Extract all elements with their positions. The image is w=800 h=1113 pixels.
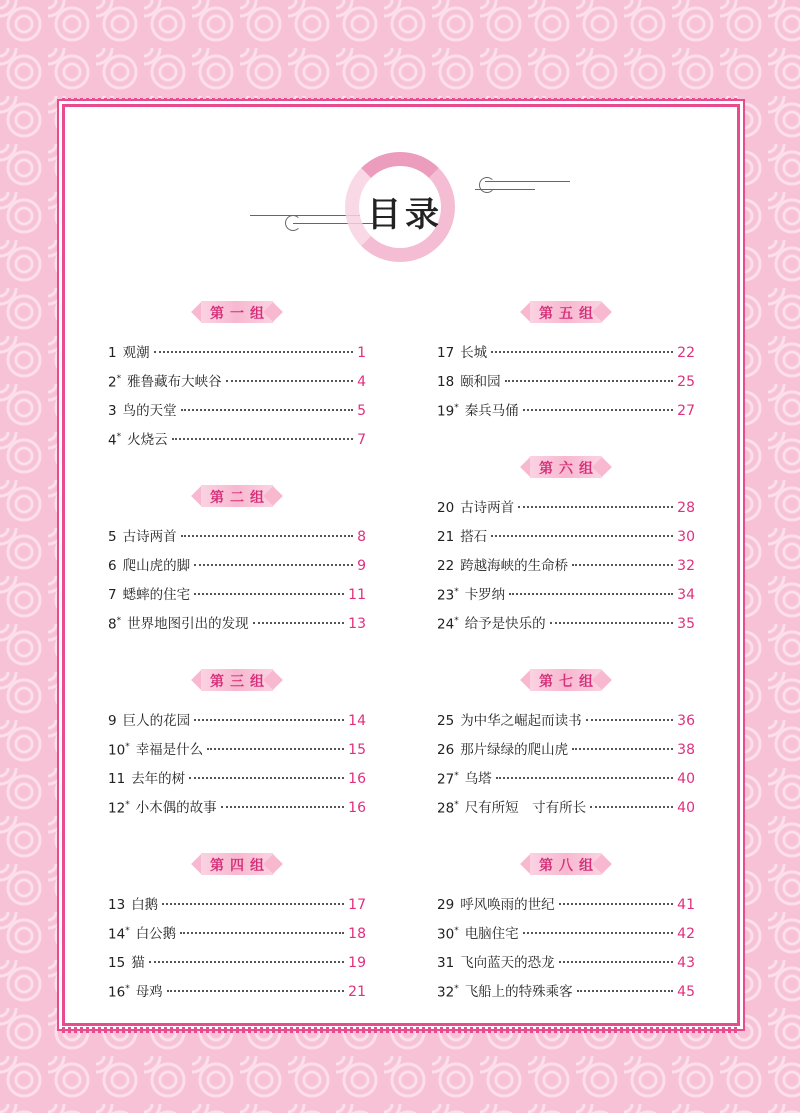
lesson-title: 猫 (131, 955, 145, 971)
dot-leader (172, 438, 353, 440)
lesson-number (437, 926, 459, 943)
page-number: 34 (677, 587, 695, 603)
lesson-number (437, 984, 459, 1001)
dot-leader (221, 806, 344, 808)
page-number: 15 (348, 742, 366, 758)
toc-group (108, 849, 366, 1009)
lesson-number (108, 771, 125, 787)
toc-entry[interactable] (437, 341, 695, 370)
dot-leader (154, 351, 353, 353)
lesson-number (108, 800, 130, 817)
lesson-number (437, 587, 459, 604)
lesson-number (437, 558, 454, 574)
lesson-number (108, 587, 117, 603)
title-area (65, 107, 743, 267)
lesson-title: 电脑住宅 (464, 926, 519, 942)
lesson-number (437, 345, 454, 361)
toc-entry[interactable] (108, 525, 366, 554)
page-number: 18 (348, 926, 366, 942)
dot-leader (572, 748, 673, 750)
group-header (520, 849, 612, 879)
lesson-number-value: 3 (108, 403, 117, 419)
lesson-title: 观潮 (122, 345, 150, 361)
lesson-title: 颐和园 (460, 374, 501, 390)
group-header (520, 297, 612, 327)
toc-entry[interactable] (437, 738, 695, 767)
lesson-title: 鸟的天堂 (122, 403, 177, 419)
lesson-title: 那片绿绿的爬山虎 (460, 742, 569, 758)
lesson-number (437, 616, 459, 633)
toc-column-right (437, 297, 695, 1009)
toc-group (108, 665, 366, 825)
lesson-title: 蟋蟀的住宅 (122, 587, 191, 603)
lesson-number (108, 529, 117, 545)
toc-entry[interactable] (108, 738, 366, 767)
group-title: 第七组 (539, 674, 599, 690)
toc-group (437, 452, 695, 641)
optional-lesson-star: * (454, 586, 459, 597)
lesson-number-value: 5 (108, 529, 117, 545)
toc-entry[interactable] (437, 496, 695, 525)
group-spacer (437, 825, 695, 849)
lesson-number-value: 18 (437, 374, 455, 390)
lesson-number-value: 4 (108, 432, 117, 448)
toc-entry[interactable] (108, 399, 366, 428)
dot-leader (189, 777, 344, 779)
toc-entry[interactable] (108, 370, 366, 399)
optional-lesson-star: * (116, 615, 122, 626)
lesson-title: 飞船上的特殊乘客 (464, 984, 573, 1000)
dot-leader (523, 932, 673, 934)
page-number: 16 (348, 771, 366, 787)
frame-bottom-border (62, 1027, 740, 1033)
page-number: 25 (677, 374, 695, 390)
lesson-number-value: 31 (437, 955, 455, 971)
lesson-number-value: 28 (437, 800, 455, 816)
dot-leader (491, 535, 673, 537)
page-number: 13 (348, 616, 366, 632)
lesson-number (108, 374, 121, 391)
lesson-number (437, 897, 454, 913)
dot-leader (572, 564, 673, 566)
page-number: 22 (677, 345, 695, 361)
group-title: 第一组 (210, 306, 270, 322)
dot-leader (590, 806, 673, 808)
page-number: 14 (348, 713, 366, 729)
toc-entry[interactable] (108, 796, 366, 825)
page-number: 5 (357, 403, 366, 419)
group-spacer (108, 457, 366, 481)
lesson-number (437, 500, 454, 516)
dot-leader (518, 506, 673, 508)
dot-leader (226, 380, 353, 382)
lesson-number-value: 16 (108, 984, 126, 1000)
dot-leader (181, 409, 353, 411)
lesson-number-value: 19 (437, 403, 455, 419)
lesson-title: 跨越海峡的生命桥 (460, 558, 569, 574)
toc-column-left (108, 297, 366, 1009)
lesson-number (437, 771, 459, 788)
lesson-title: 长城 (460, 345, 488, 361)
optional-lesson-star: * (116, 431, 122, 442)
group-title: 第五组 (539, 306, 599, 322)
lesson-number-value: 20 (437, 500, 455, 516)
lesson-number-value: 27 (437, 771, 455, 787)
dot-leader (586, 719, 673, 721)
lesson-number-value: 13 (108, 897, 126, 913)
lesson-number-value: 21 (437, 529, 455, 545)
optional-lesson-star: * (454, 925, 459, 936)
lesson-number (437, 529, 454, 545)
dot-leader (559, 903, 673, 905)
dot-leader (207, 748, 344, 750)
optional-lesson-star: * (454, 799, 459, 810)
toc-entry[interactable] (437, 980, 695, 1009)
lesson-number (108, 558, 117, 574)
page-number: 1 (357, 345, 366, 361)
lesson-number-value: 23 (437, 587, 455, 603)
page-number: 19 (348, 955, 366, 971)
lesson-title: 呼风唤雨的世纪 (460, 897, 555, 913)
toc-entry[interactable] (437, 709, 695, 738)
group-title: 第三组 (210, 674, 270, 690)
group-header (191, 481, 283, 511)
page-number: 21 (348, 984, 366, 1000)
group-title: 第八组 (539, 858, 599, 874)
lesson-number-value: 17 (437, 345, 455, 361)
lesson-title: 白鹅 (131, 897, 159, 913)
toc-entry[interactable] (437, 767, 695, 796)
optional-lesson-star: * (125, 925, 130, 936)
optional-lesson-star: * (125, 799, 130, 810)
page-number: 45 (677, 984, 695, 1000)
dot-leader (194, 564, 353, 566)
lesson-title: 搭石 (460, 529, 488, 545)
lesson-number (108, 403, 117, 419)
lesson-number-value: 11 (108, 771, 126, 787)
page-number: 40 (677, 771, 695, 787)
dot-leader (523, 409, 673, 411)
toc-entry[interactable] (437, 612, 695, 641)
toc-entry[interactable] (437, 525, 695, 554)
lesson-number-value: 32 (437, 984, 455, 1000)
lesson-title: 巨人的花园 (122, 713, 191, 729)
dot-leader (505, 380, 673, 382)
group-header (191, 297, 283, 327)
toc-entry[interactable] (437, 399, 695, 428)
lesson-title: 古诗两首 (122, 529, 177, 545)
dot-leader (491, 351, 673, 353)
page-title: 目录 (367, 195, 443, 235)
lesson-number-value: 2 (108, 374, 117, 390)
lesson-number (437, 713, 454, 729)
page-number: 17 (348, 897, 366, 913)
toc-entry[interactable] (108, 922, 366, 951)
optional-lesson-star: * (454, 770, 459, 781)
lesson-number-value: 9 (108, 713, 117, 729)
lesson-number (108, 616, 121, 633)
page-number: 30 (677, 529, 695, 545)
page-number: 9 (357, 558, 366, 574)
optional-lesson-star: * (454, 402, 459, 413)
lesson-title: 乌塔 (464, 771, 492, 787)
group-spacer (437, 428, 695, 452)
page-number: 35 (677, 616, 695, 632)
optional-lesson-star: * (116, 373, 122, 384)
lesson-number-value: 29 (437, 897, 455, 913)
lesson-title: 秦兵马俑 (464, 403, 519, 419)
group-header (191, 849, 283, 879)
page-number: 38 (677, 742, 695, 758)
toc-entry[interactable] (437, 554, 695, 583)
title-deco-line-left (250, 215, 360, 216)
dot-leader (167, 990, 344, 992)
lesson-number (437, 955, 454, 971)
page-number: 7 (357, 432, 366, 448)
toc-page (62, 104, 740, 1026)
lesson-number-value: 12 (108, 800, 126, 816)
page-number: 43 (677, 955, 695, 971)
lesson-title: 去年的树 (131, 771, 186, 787)
dot-leader (181, 535, 353, 537)
dot-leader (496, 777, 673, 779)
lesson-title: 幸福是什么 (135, 742, 204, 758)
toc-entry[interactable] (437, 370, 695, 399)
lesson-number-value: 7 (108, 587, 117, 603)
toc-entry[interactable] (108, 612, 366, 641)
page-number: 40 (677, 800, 695, 816)
toc-group (108, 297, 366, 457)
toc-entry[interactable] (108, 767, 366, 796)
dot-leader (559, 961, 673, 963)
toc-entry[interactable] (108, 554, 366, 583)
lesson-title: 卡罗纳 (464, 587, 506, 603)
lesson-number (108, 955, 125, 971)
group-header (520, 665, 612, 695)
toc-entry[interactable] (437, 893, 695, 922)
toc-group (437, 665, 695, 825)
lesson-title: 为中华之崛起而读书 (460, 713, 582, 729)
page-number: 27 (677, 403, 695, 419)
lesson-number (108, 345, 117, 361)
lesson-number-value: 15 (108, 955, 126, 971)
toc-entry[interactable] (108, 893, 366, 922)
lesson-number-value: 8 (108, 616, 117, 632)
optional-lesson-star: * (454, 615, 459, 626)
lesson-title: 尺有所短 寸有所长 (464, 800, 587, 816)
toc-entry[interactable] (108, 583, 366, 612)
dot-leader (162, 903, 344, 905)
lesson-number-value: 24 (437, 616, 455, 632)
lesson-number-value: 22 (437, 558, 455, 574)
dot-leader (149, 961, 344, 963)
page-number: 32 (677, 558, 695, 574)
optional-lesson-star: * (125, 741, 130, 752)
toc-entry[interactable] (108, 951, 366, 980)
group-title: 第六组 (539, 461, 599, 477)
lesson-title: 给予是快乐的 (464, 616, 546, 632)
lesson-title: 小木偶的故事 (135, 800, 217, 816)
toc-entry[interactable] (437, 951, 695, 980)
lesson-number (108, 984, 130, 1001)
page-number: 41 (677, 897, 695, 913)
lesson-title: 飞向蓝天的恐龙 (460, 955, 555, 971)
page-number: 42 (677, 926, 695, 942)
page-number: 8 (357, 529, 366, 545)
toc-entry[interactable] (437, 583, 695, 612)
lesson-title: 白公鹅 (135, 926, 177, 942)
page-number: 36 (677, 713, 695, 729)
lesson-number-value: 26 (437, 742, 455, 758)
optional-lesson-star: * (454, 983, 459, 994)
group-spacer (437, 641, 695, 665)
optional-lesson-star: * (125, 983, 130, 994)
group-title: 第四组 (210, 858, 270, 874)
dot-leader (194, 719, 344, 721)
lesson-number (108, 742, 130, 759)
toc-entry[interactable] (108, 341, 366, 370)
lesson-number (437, 742, 454, 758)
lesson-number (437, 403, 459, 420)
lesson-number (437, 800, 459, 817)
lesson-number-value: 25 (437, 713, 455, 729)
lesson-number (108, 713, 117, 729)
dot-leader (577, 990, 673, 992)
title-deco-curl-left (285, 215, 301, 231)
lesson-number (108, 897, 125, 913)
toc-entry[interactable] (437, 922, 695, 951)
lesson-number-value: 1 (108, 345, 117, 361)
toc-entry[interactable] (108, 980, 366, 1009)
lesson-title: 雅鲁藏布大峡谷 (127, 374, 222, 390)
lesson-title: 火烧云 (127, 432, 168, 448)
dot-leader (180, 932, 344, 934)
lesson-number-value: 30 (437, 926, 455, 942)
toc-entry[interactable] (437, 796, 695, 825)
dot-leader (509, 593, 673, 595)
lesson-title: 爬山虎的脚 (122, 558, 191, 574)
lesson-number-value: 10 (108, 742, 126, 758)
page-number: 11 (348, 587, 366, 603)
lesson-title: 世界地图引出的发现 (127, 616, 249, 632)
page-number: 28 (677, 500, 695, 516)
toc-entry[interactable] (108, 709, 366, 738)
lesson-number (108, 432, 121, 449)
toc-group (108, 481, 366, 641)
lesson-number (437, 374, 454, 390)
page-number: 4 (357, 374, 366, 390)
dot-leader (550, 622, 673, 624)
lesson-title: 母鸡 (135, 984, 163, 1000)
group-header (191, 665, 283, 695)
lesson-number-value: 6 (108, 558, 117, 574)
toc-group (437, 297, 695, 428)
dot-leader (253, 622, 345, 624)
lesson-number (108, 926, 130, 943)
toc-group (437, 849, 695, 1009)
group-title: 第二组 (210, 490, 270, 506)
title-deco-curl-right (479, 177, 495, 193)
dot-leader (194, 593, 344, 595)
lesson-title: 古诗两首 (460, 500, 515, 516)
lesson-number-value: 14 (108, 926, 126, 942)
group-header (520, 452, 612, 482)
title-deco-line-right (485, 181, 570, 182)
group-spacer (108, 641, 366, 665)
page-number: 16 (348, 800, 366, 816)
group-spacer (108, 825, 366, 849)
toc-entry[interactable] (108, 428, 366, 457)
